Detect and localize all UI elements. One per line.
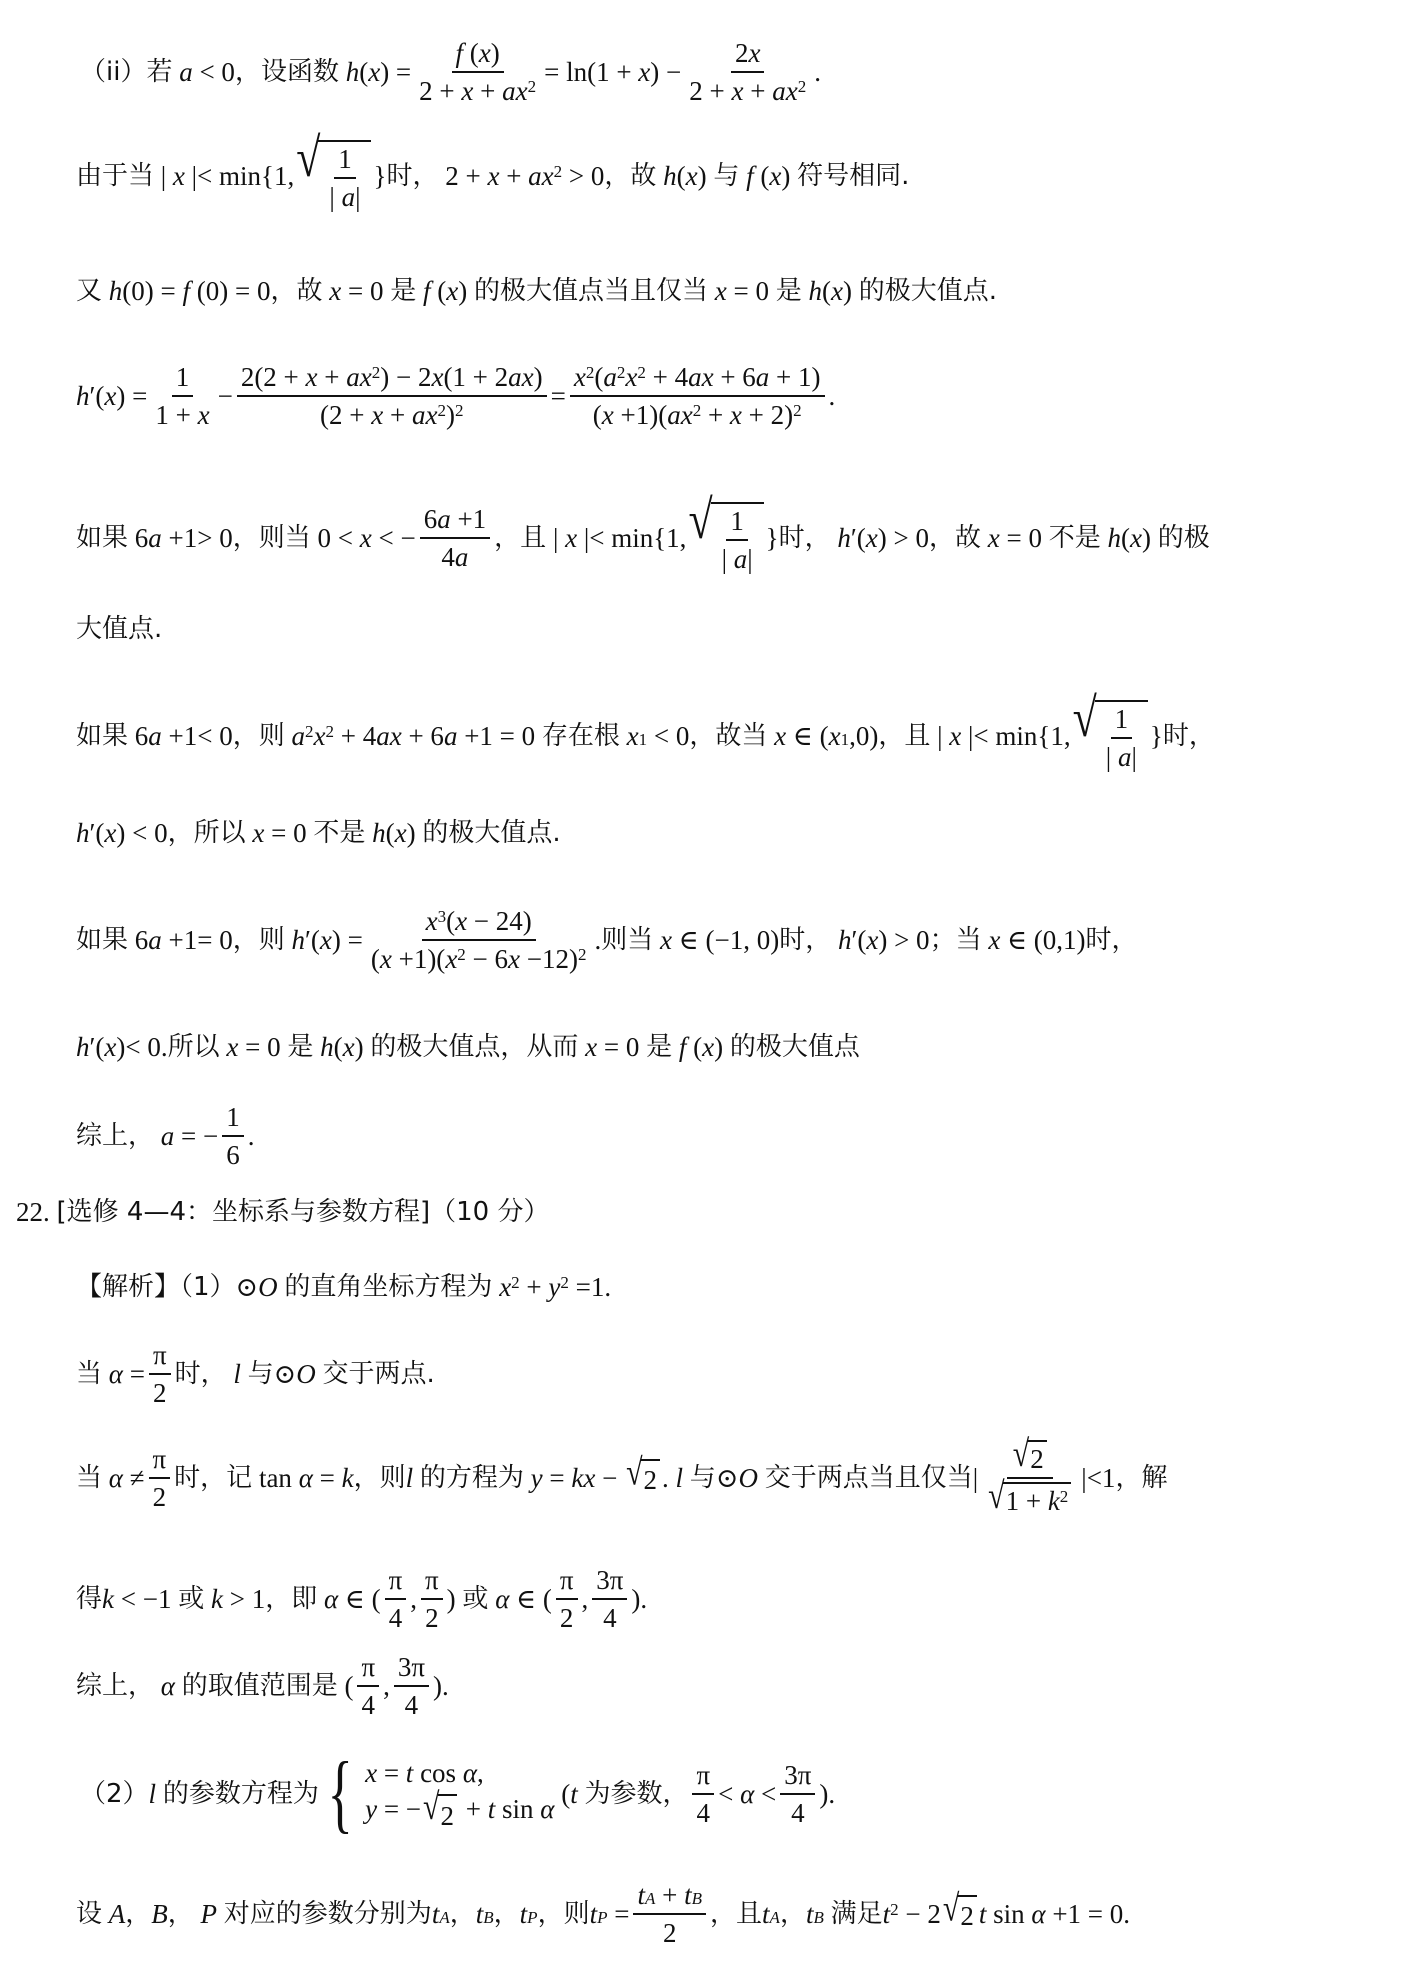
line-16: （2） l 的参数方程为 { x = t cos α, y = − √ 2 + t sin α ( t 为参数， $\frac{\pi}{4}$ < α < $\frac{3\pi}{4}$ ).: [80, 1745, 836, 1842]
line-9: h ′( x )< 0. 所以 x = 0 是 h ( x ) 的极大值点，从而 x = 0 是 f ( x ) 的极大值点: [76, 1032, 860, 1062]
line-11: 【解析】（1） ⊙ O 的直角坐标方程为 x $^2$ + y $^2$ =1.: [76, 1272, 612, 1302]
line-10: 综上， a = − $\frac{1}{6}$ .: [76, 1102, 255, 1170]
line-8: 如果 6 a +1= 0 ，则 h ′( x ) = $\frac{x^3(x - 24)}{(x +1)(x^2 - 6x -12)^2}$ . 则当 x ∈ (−1, 0) 时， h ′( x ) > 0 ；当 x ∈ (0,1) 时，: [76, 906, 1138, 974]
line-17: 设 A ， B ， P 对应的参数分别为 t $_A$ ， t $_B$ ， t $_P$ ，则 t $_P$ = $\frac{t_A + t_B}{2}$ ，且 t $_A$ ， t $_B$ 满足 t $^2$ − 2 √ 2 t sin α +1 = 0.: [76, 1880, 1131, 1948]
line-1: （ii）若 a < 0 ，设函数 h ( x ) = $\frac{f (x)}{2 + x + ax^2}$ = ln(1 + x ) − $\frac{2x}{2 + x + ax^2}$ .: [80, 38, 821, 106]
line-7: h ′( x ) < 0 ，所以 x = 0 不是 h ( x ) 的极大值点.: [76, 818, 561, 848]
line-13: 当 α ≠ $\frac{\pi}{2}$ 时，记 tan α = k ，则 l 的方程为 y = kx − √ 2 . l 与 ⊙ O 交于两点当且仅当 | √ 2 √ 1 + k $^2$ |<1 ，解: [76, 1433, 1168, 1517]
line-6: 如果 6 a +1< 0 ，则 a $^2$ x $^2$ + 4 ax + 6 a +1 = 0 存在根 x $_1$ < 0 ，故当 x ∈ ( x $_1$ ,0) ，且 | x |< min{1, √ $\frac{1}{| a|}$ } 时，: [76, 687, 1215, 772]
line-2: 由于当 | x |< min{1, √ $\frac{1}{| a|}$ } 时， 2 + x + ax $^2$ > 0 ，故 h ( x ) 与 f ( x ) 符号相同.: [76, 127, 910, 212]
fraction: $\frac{2x}{2 + x + ax^2}$: [689, 38, 807, 106]
line-5: 如果 6 a +1> 0 ，则当 0 < x < − $\frac{6a +1}{4a}$ ，且 | x |< min{1, √ $\frac{1}{| a|}$ } 时， h ′( x ) > 0 ，故 x = 0 不是 h ( x ) 的极: [76, 489, 1210, 574]
sqrt: √ $\frac{1}{| a|}$: [296, 140, 371, 212]
line-5b: 大值点.: [76, 614, 163, 644]
line-14: 得 k < −1 或 k > 1 ，即 α ∈ ( $\frac{\pi}{4}$ , $\frac{\pi}{2}$ ) 或 α ∈ ( $\frac{\pi}{2}$ , $\frac{3\pi}{4}$ ).: [76, 1565, 648, 1633]
equation-system: { x = t cos α, y = − √ 2 + t sin α: [327, 1745, 555, 1842]
line-15: 综上， α 的取值范围是 ( $\frac{\pi}{4}$ , $\frac{3\pi}{4}$ ).: [76, 1652, 449, 1720]
line-4: h ′( x ) = $\frac{1}{1 + x}$ − $\frac{2(2 + x + ax^2) - 2x(1 + 2ax)}{(2 + x + ax^2)^2}$ = $\frac{x^2(a^2x^2 + 4ax + 6a + 1)}{(x +1)(ax^2 + x + 2)^2}$ .: [76, 362, 836, 430]
question-22-heading: 22. [选修 4—4：坐标系与参数方程]（10 分）: [16, 1197, 550, 1227]
line-3: 又 h (0) = f (0) = 0 ，故 x = 0 是 f ( x ) 的极大值点当且仅当 x = 0 是 h ( x ) 的极大值点.: [76, 276, 997, 306]
line-12: 当 α = $\frac{\pi}{2}$ 时， l 与 ⊙ O 交于两点.: [76, 1340, 435, 1408]
fraction: $\frac{f (x)}{2 + x + ax^2}$: [419, 38, 537, 106]
